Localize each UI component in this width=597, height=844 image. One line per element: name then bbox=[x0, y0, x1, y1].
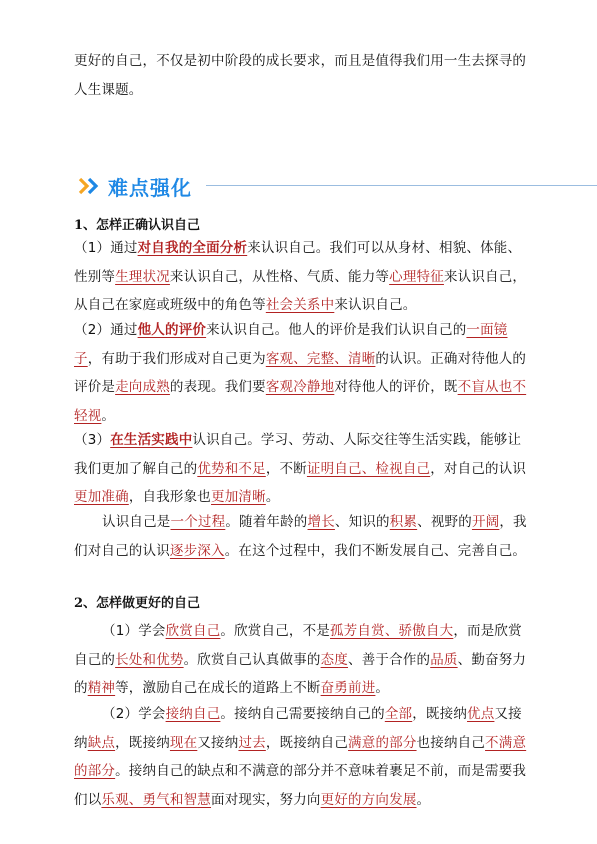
key-phrase: 走向成熟 bbox=[115, 379, 170, 395]
text-run: 又接纳 bbox=[74, 706, 522, 751]
text-run: 。 bbox=[101, 407, 116, 424]
text-run: ，有助于我们形成对自己更为 bbox=[87, 350, 266, 367]
q1-paragraph-2 bbox=[74, 316, 534, 430]
key-phrase: 逐步深入 bbox=[169, 542, 225, 559]
text-run: 来认识自己。我们可以从身材、相貌、体能、性别等 bbox=[74, 240, 522, 285]
key-phrase: 生理状况 bbox=[115, 268, 170, 285]
key-phrase: 他人的评价 bbox=[137, 322, 207, 338]
key-phrase: 全部 bbox=[384, 706, 413, 722]
key-phrase: 增长 bbox=[307, 514, 335, 530]
text-run: 来认识自己。 bbox=[334, 297, 417, 313]
key-phrase: 孤芳自赏、骄傲自大 bbox=[330, 623, 454, 639]
text-run: （2）通过 bbox=[74, 322, 138, 338]
text-run: 的认识。正确对待他人的评价是 bbox=[74, 350, 527, 395]
text-run: ，不断 bbox=[265, 460, 307, 477]
key-phrase: 在生活实践中 bbox=[110, 432, 193, 448]
text-run: 认识自己是 bbox=[102, 514, 171, 530]
text-run: 。 bbox=[416, 791, 431, 808]
key-phrase: 客观冷静地 bbox=[265, 379, 335, 395]
key-phrase: 一面镜子 bbox=[74, 322, 508, 367]
key-phrase: 社会关系中 bbox=[265, 297, 335, 313]
text-run: 来认识自己，从性格、气质、能力等 bbox=[169, 268, 390, 285]
key-phrase: 证明自己、检视自己 bbox=[306, 460, 431, 477]
text-run: 、善于合作的 bbox=[348, 651, 431, 668]
text-run: 。接纳自己的缺点和不满意的部分并不意味着裹足不前，而是需要我们以 bbox=[74, 763, 527, 808]
text-run: ，对自己的认识 bbox=[430, 460, 527, 477]
text-run: 。 bbox=[375, 680, 390, 696]
key-phrase: 乐观、勇气和智慧 bbox=[101, 791, 212, 808]
q1-paragraph-3 bbox=[74, 426, 534, 512]
key-phrase: 过去 bbox=[238, 734, 266, 751]
section-header bbox=[78, 170, 597, 202]
key-phrase: 心理特征 bbox=[389, 268, 444, 285]
key-phrase: 不盲从也不轻视 bbox=[74, 379, 527, 424]
text-run: ，自我形象也 bbox=[128, 489, 212, 505]
double-chevron-right-icon bbox=[78, 177, 102, 195]
text-run: 、勤奋努力的 bbox=[74, 651, 527, 696]
text-run: ，既接纳 bbox=[115, 734, 170, 751]
text-run: 对待他人的评价，既 bbox=[334, 379, 458, 395]
key-phrase: 态度 bbox=[320, 651, 349, 668]
text-run: 也接纳自己 bbox=[416, 734, 486, 751]
q2-paragraph-2 bbox=[74, 700, 534, 814]
text-run: 。随着年龄的 bbox=[225, 514, 308, 530]
text-run: （2）学会 bbox=[102, 706, 166, 722]
key-phrase: 品质 bbox=[430, 651, 458, 668]
text-run: ，我们对自己的认识 bbox=[74, 514, 527, 559]
key-phrase: 现在 bbox=[169, 734, 198, 751]
text-run: 来认识自己。他人的评价是我们认识自己的 bbox=[206, 322, 467, 338]
key-phrase: 优势和不足 bbox=[197, 460, 266, 477]
text-run: 。在这个过程中，我们不断发展自己、完善自己。 bbox=[224, 542, 527, 559]
text-run: （1）学会 bbox=[102, 623, 166, 639]
key-phrase: 精神 bbox=[87, 680, 116, 696]
key-phrase: 开阔 bbox=[471, 514, 500, 530]
text-run: ，既接纳 bbox=[412, 706, 468, 722]
text-run: ，而是欣赏自己的 bbox=[74, 623, 522, 668]
key-phrase: 奋勇前进 bbox=[320, 680, 376, 696]
text-run: 。接纳自己需要接纳自己的 bbox=[220, 706, 385, 722]
text-run: 认识自己。学习、劳动、人际交往等生活实践，能够让我们更加了解自己的 bbox=[74, 432, 522, 477]
intro-line-2: 寻的人生课题。 bbox=[74, 53, 527, 98]
key-phrase: 对自我的全面分析 bbox=[137, 240, 248, 256]
key-phrase: 优点 bbox=[467, 706, 495, 722]
key-phrase: 不满意的部分 bbox=[74, 734, 527, 779]
key-phrase: 满意的部分 bbox=[348, 734, 417, 751]
section-title: 难点强化 bbox=[108, 176, 192, 200]
question-2-heading: 2、怎样做更好的自己 bbox=[74, 596, 201, 611]
text-run: 、视野的 bbox=[417, 514, 472, 530]
text-run: 、知识的 bbox=[334, 514, 390, 530]
key-phrase: 缺点 bbox=[87, 734, 116, 751]
key-phrase: 一个过程 bbox=[170, 514, 226, 530]
text-run: （3） bbox=[74, 432, 111, 448]
text-run: 的表现。我们要 bbox=[169, 379, 266, 395]
text-run: 。欣赏自己，不是 bbox=[220, 623, 331, 639]
section-divider bbox=[206, 185, 597, 186]
text-run: （1）通过 bbox=[74, 240, 138, 256]
key-phrase: 客观、完整、清晰 bbox=[265, 350, 376, 367]
text-run: 面对现实，努力向 bbox=[211, 791, 321, 808]
text-run: 来认识自己，从自己在家庭或班级中的角色等 bbox=[74, 268, 527, 313]
key-phrase: 更好的方向发展 bbox=[320, 791, 417, 808]
text-run: 又接纳 bbox=[197, 734, 239, 751]
key-phrase: 积累 bbox=[389, 514, 418, 530]
key-phrase: 更加清晰 bbox=[211, 489, 266, 505]
q2-paragraph-1 bbox=[74, 617, 534, 703]
text-run: 。欣赏自己认真做事的 bbox=[183, 651, 321, 668]
text-run: 。 bbox=[265, 489, 280, 505]
key-phrase: 长处和优势 bbox=[115, 651, 184, 668]
key-phrase: 欣赏自己 bbox=[165, 623, 221, 639]
q1-paragraph-4 bbox=[74, 508, 534, 565]
key-phrase: 接纳自己 bbox=[165, 706, 221, 722]
q1-paragraph-1 bbox=[74, 234, 534, 320]
intro-line-1: 更好的自己，不仅是初中阶段的成长要求，而且是值得我们用一生去探 bbox=[74, 53, 499, 69]
text-run: 等，激励自己在成长的道路上不断 bbox=[115, 680, 321, 696]
text-run: ，既接纳自己 bbox=[265, 734, 349, 751]
intro-paragraph bbox=[74, 47, 534, 104]
question-1-heading: 1、怎样正确认识自己 bbox=[74, 218, 201, 233]
key-phrase: 更加准确 bbox=[74, 489, 129, 505]
